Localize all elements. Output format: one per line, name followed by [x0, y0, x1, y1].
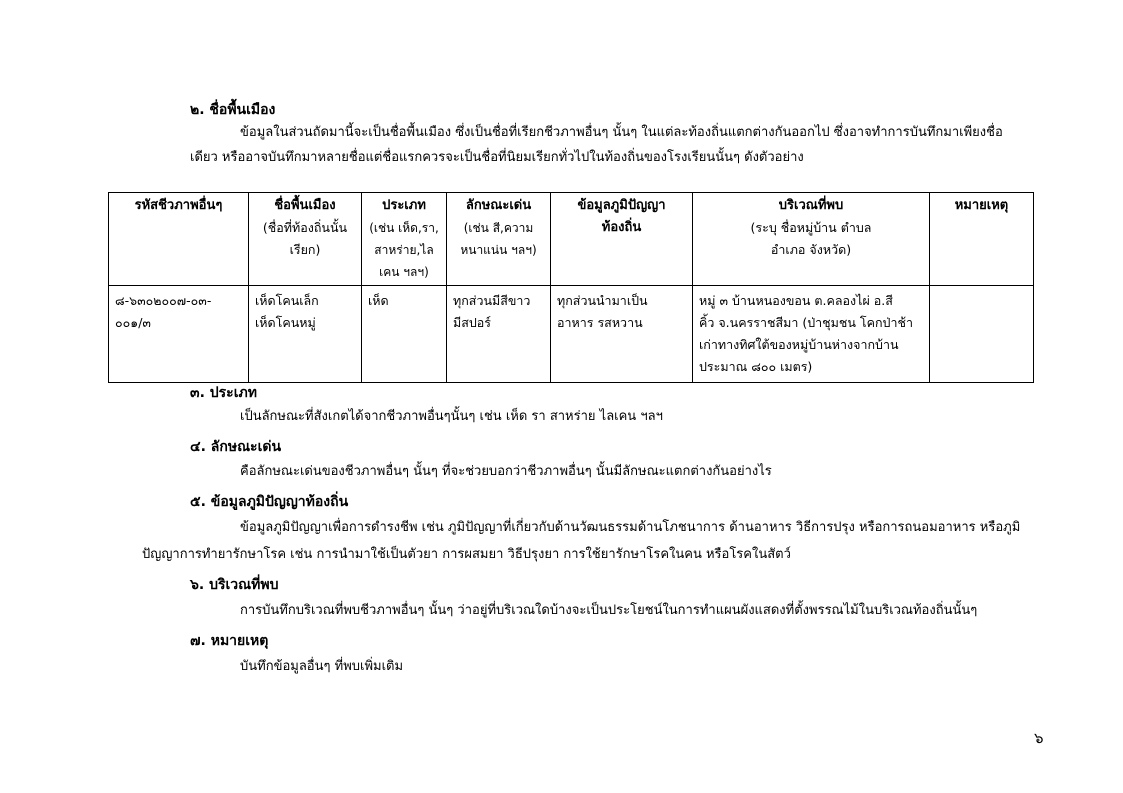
- section-7-paragraph: บันทึกข้อมูลอื่นๆ ที่พบเพิ่มเติม: [240, 659, 404, 674]
- header-feature-sub-1: (เช่น สี,ความ: [463, 221, 534, 235]
- cell-code-line-1: ๘-๖๓๐๒๐๐๗-๐๓-: [115, 293, 212, 308]
- section-5-paragraph-line-1: ข้อมูลภูมิปัญญาเพื่อการดำรงชีพ เช่น ภูมิปัญญาที่เกี่ยวกับด้านวัฒนธรรมด้านโภชนาการ ด้านอาหาร วิธีการปรุง หรือการถนอมอาหาร หรือภูมิ: [240, 520, 1021, 535]
- section-4-heading: ๔. ลักษณะเด่น: [190, 439, 282, 455]
- header-type-sub-1: (เช่น เห็ด,รา,: [369, 221, 439, 235]
- section-3-heading: ๓. ประเภท: [190, 385, 257, 401]
- cell-wisdom-line-1: ทุกส่วนนำมาเป็น: [557, 293, 648, 308]
- header-type-label: ประเภท: [382, 198, 426, 213]
- cell-feature-line-2: มีสปอร์: [453, 315, 492, 330]
- header-code-label: รหัสชีวภาพอื่นๆ: [134, 198, 223, 213]
- header-type: [362, 193, 447, 286]
- header-wisdom-label-2: ท้องถิ่น: [601, 220, 642, 235]
- header-type-sub-3: เคน ฯลฯ): [379, 265, 429, 279]
- header-wisdom: [551, 193, 693, 286]
- cell-local-name: [249, 286, 362, 383]
- cell-type-value: เห็ด: [368, 293, 389, 308]
- cell-area-line-1: หมู่ ๓ บ้านหนองขอน ต.คลองไผ่ อ.สี: [699, 293, 893, 308]
- cell-local-name-line-1: เห็ดโคนเล็ก: [255, 293, 319, 308]
- header-feature: [447, 193, 551, 286]
- section-4-paragraph: คือลักษณะเด่นของชีวภาพอื่นๆ นั้นๆ ที่จะช่วยบอกว่าชีวภาพอื่นๆ นั้นมีลักษณะแตกต่างกันอย่างไร: [240, 464, 772, 479]
- cell-area-line-3: เก่าทางทิศใต้ของหมู่บ้านห่างจากบ้าน: [699, 337, 899, 352]
- header-code: [109, 193, 249, 286]
- cell-feature: [447, 286, 551, 383]
- header-type-sub-2: สาหร่าย,ไล: [374, 243, 434, 257]
- table-row: [109, 286, 1034, 383]
- cell-local-name-line-2: เห็ดโคนหมู่: [255, 315, 316, 330]
- section-5-paragraph-line-2: ปัญญาการทำยารักษาโรค เช่น การนำมาใช้เป็นตัวยา การผสมยา วิธีปรุงยา การใช้ยารักษาโรคในคน หรือโรคในสัตว์: [142, 547, 791, 562]
- header-local-name-sub-2: เรียก): [289, 242, 321, 257]
- section-6-heading: ๖. บริเวณที่พบ: [190, 577, 279, 593]
- section-3-paragraph: เป็นลักษณะที่สังเกตได้จากชีวภาพอื่นๆนั้นๆ เช่น เห็ด รา สาหร่าย ไลเคน ฯลฯ: [240, 409, 663, 424]
- cell-code: [109, 286, 249, 383]
- header-feature-label: ลักษณะเด่น: [465, 198, 532, 213]
- section-2-paragraph-line-2: เดียว หรืออาจบันทึกมาหลายชื่อแต่ชื่อแรกควรจะเป็นชื่อที่นิยมเรียกทั่วไปในท้องถิ่นของโรงเรียนนั้นๆ ดังตัวอย่าง: [190, 150, 804, 165]
- header-note: [930, 193, 1034, 286]
- header-local-name-label: ชื่อพื้นเมือง: [274, 198, 336, 213]
- page-number: ๖: [1034, 729, 1044, 747]
- section-5-heading: ๕. ข้อมูลภูมิปัญญาท้องถิ่น: [190, 494, 349, 510]
- cell-feature-line-1: ทุกส่วนมีสีขาว: [453, 293, 531, 308]
- cell-area: [693, 286, 930, 383]
- cell-note: [930, 286, 1034, 383]
- cell-area-line-2: คิ้ว จ.นครราชสีมา (ป่าชุมชน โคกป่าช้า: [699, 315, 914, 330]
- cell-area-line-4: ประมาณ ๘๐๐ เมตร): [699, 359, 813, 374]
- biodiversity-table: [108, 192, 1034, 383]
- header-area-sub-1: (ระบุ ชื่อหมู่บ้าน ตำบล: [750, 220, 872, 235]
- section-6-paragraph: การบันทึกบริเวณที่พบชีวภาพอื่นๆ นั้นๆ ว่าอยู่ที่บริเวณใดบ้างจะเป็นประโยชน์ในการทำแผนผังแสดงที่ตั้งพรรณไม้ในบริเวณท้องถิ่นนั้นๆ: [240, 603, 978, 618]
- header-note-label: หมายเหตุ: [954, 198, 1009, 213]
- cell-code-line-2: ๐๐๑/๓: [115, 315, 151, 330]
- header-local-name-sub-1: (ชื่อที่ท้องถิ่นนั้น: [262, 220, 348, 235]
- header-local-name: [249, 193, 362, 286]
- cell-wisdom-line-2: อาหาร รสหวาน: [557, 315, 643, 330]
- table-header-row: [109, 193, 1034, 286]
- header-area: [693, 193, 930, 286]
- header-area-label: บริเวณที่พบ: [778, 198, 844, 213]
- cell-type: [362, 286, 447, 383]
- section-2-paragraph-line-1: ข้อมูลในส่วนถัดมานี้จะเป็นชื่อพื้นเมือง ซึ่งเป็นชื่อที่เรียกชีวภาพอื่นๆ นั้นๆ ในแต่ละท้องถิ่นแตกต่างกันออกไป ซึ่งอาจทำการบันทึกมาเพียงชื่อ: [240, 125, 1003, 140]
- header-wisdom-label-1: ข้อมูลภูมิปัญญา: [577, 198, 666, 213]
- section-2-heading: ๒. ชื่อพื้นเมือง: [190, 102, 276, 118]
- cell-wisdom: [551, 286, 693, 383]
- section-7-heading: ๗. หมายเหตุ: [190, 633, 269, 649]
- header-feature-sub-2: หนาแน่น ฯลฯ): [460, 243, 537, 257]
- header-area-sub-2: อำเภอ จังหวัด): [770, 242, 852, 257]
